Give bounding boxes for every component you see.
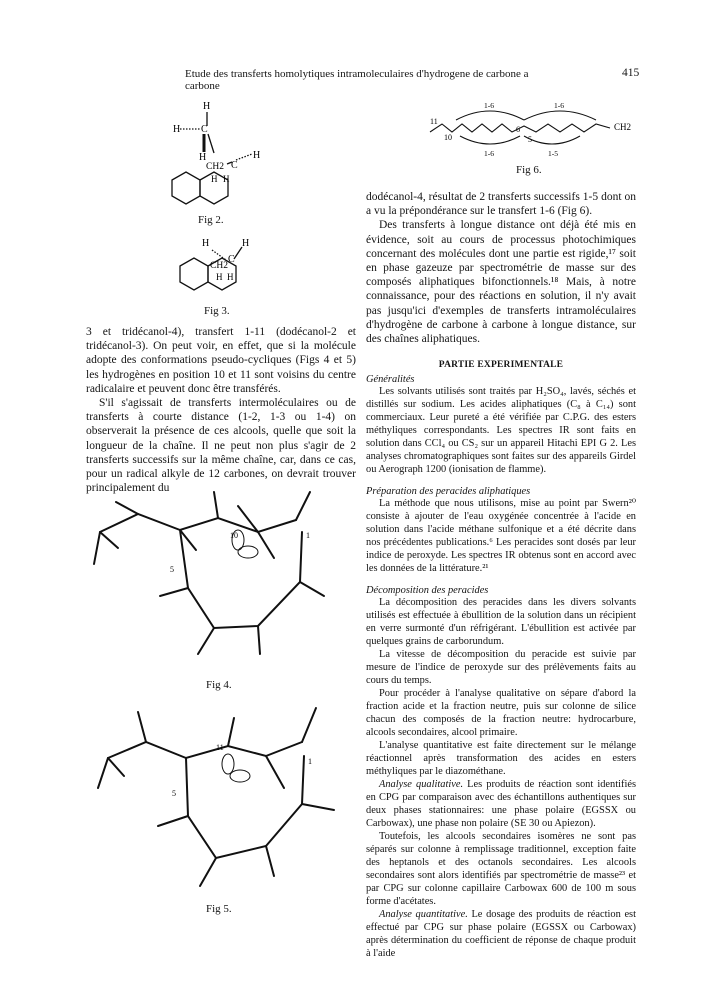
atom-label: H <box>202 238 210 249</box>
paragraph: La méthode que nous utilisons, mise au point par Swern²⁰ consiste à ajouter de l'eau oxygénée concentrée à l'acide en solution dans l'acide méthane sulfonique et a été décrite dans nos précédentes publications.⁶ Les peracides sont dosés par leur indice de peroxyde. Les spectres IR obtenus sont en accord avec les données de la littérature.²¹ <box>366 498 636 575</box>
chain-label: 1-6 <box>484 149 494 158</box>
atom-label: H <box>173 124 181 135</box>
page-number: 415 <box>622 67 640 79</box>
figure-2 <box>160 96 270 216</box>
atom-label: H <box>211 174 218 184</box>
atom-label: 1 <box>308 757 312 766</box>
right-column-intro <box>366 190 636 346</box>
paragraph-lead: Analyse quantitative. <box>379 909 468 921</box>
paragraph-text: Le dosage des produits de réaction est effectué par CPG sur phase polaire (EGSSX ou Carbowax) après détermination du coefficient de réponse de chaque produit à l'aide <box>366 909 636 960</box>
paragraph <box>366 908 636 960</box>
atom-label: H <box>223 174 230 184</box>
figure-5-caption: Fig 5. <box>206 903 232 915</box>
atom-label: CH2 <box>210 261 228 271</box>
right-column <box>366 190 636 960</box>
figure-4-caption: Fig 4. <box>206 679 232 691</box>
paragraph-lead: Analyse qualitative. <box>379 779 464 791</box>
figure-4 <box>88 478 354 678</box>
figure-3 <box>170 232 270 304</box>
paragraph: dodécanol-4, résultat de 2 transferts successifs 1-5 dont on a vu la prépondérance sur le transfert 1-6 (Fig 6). <box>366 191 636 218</box>
chain-label: 5 <box>528 135 532 144</box>
paragraph: La décomposition des peracides dans les divers solvants utilisés est effectuée à ébullition de la solution dans un récipient en verre surmonté d'un réfrigérant. L'ébullition est activée par quelques grains de carborundum. <box>366 597 636 648</box>
atom-label: H <box>216 272 223 282</box>
paragraph: 3 et tridécanol-4), transfert 1-11 (dodécanol-2 et tridécanol-3). On peut voir, en effet, que si la molécule adopte des conformations pseudo-cycliques (Figs 4 et 5) les hydrogènes en position 10 et 11 sont voisins du centre radicalaire et peuvent donc être transférés. <box>86 326 356 395</box>
atom-label: H <box>242 238 250 249</box>
atom-label: H <box>199 152 207 163</box>
chain-label: CH2 <box>614 122 632 132</box>
figure-6-caption: Fig 6. <box>516 164 542 176</box>
chain-label: 6 <box>516 125 520 134</box>
paragraph-text: Les produits de réaction sont identifiés en CPG par comparaison avec des échantillons authentiques sur deux phases stationnaires: une phase polaire (EGSSX ou Carbowax), une phase non polaire (SE 30 ou Apiezon). <box>366 779 637 830</box>
chain-label: 10 <box>444 133 452 142</box>
atom-label: C <box>231 160 238 171</box>
paragraph: Des transferts à longue distance ont déjà été mis en évidence, soit au cours de processus photochimiques concernant des molécules dont une partie est rigide,¹⁷ soit en phase gazeuze par spectrométrie de masse sur des composés aliphatiques bifonctionnels.¹⁸ Mais, à notre connaissance, pour des réactions en solution, il n'y avait pas jusqu'ici d'exemples de transferts intramoléculaires d'hydrogène de carbone à carbone à longue distance, sur des chaînes aliphatiques. <box>366 219 636 346</box>
atom-label: C <box>228 254 235 265</box>
paragraph: S'il s'agissait de transferts intermoléculaires ou de transferts à courte distance (1-2, 1-3 ou 1-4) on observerait la présence de ces alcools, quelle que soit la longueur de la chaîne. Il ne peut non plus s'agir de 2 transferts successifs sur la même chaîne, car, dans ce cas, pour un radical alkyle de 12 carbones, on devrait trouver principalement du <box>86 397 356 495</box>
atom-label: 11 <box>216 743 224 752</box>
running-title: Etude des transferts homolytiques intramoleculaires d'hydrogene de carbone a carbone <box>185 68 529 92</box>
atom-label: H <box>227 272 234 282</box>
left-column-text <box>86 325 356 495</box>
paragraph <box>366 778 636 830</box>
figure-3-caption: Fig 3. <box>204 305 230 317</box>
atom-label: CH2 <box>206 162 224 172</box>
paragraph: Pour procéder à l'analyse qualitative on sépare d'abord la fraction acide et la fraction neutre, puis sur colonne de silice chacun des composés de la fraction neutre: hydrocarbure, alcools secondaires, alcool primaire. <box>366 688 636 739</box>
subsection-title: Généralités <box>366 374 415 386</box>
paragraph: Les solvants utilisés sont traités par H₂SO₄, lavés, séchés et distillés sur sodium. Les acides aliphatiques (C₈ à C₁₄) sont commerciaux. Leur pureté a été vérifiée par C.P.G. des esters méthyliques correspondants. Les spectres IR sont faits en solution dans CCl₄ ou CS₂ sur un appareil Hitachi EPI G 2. Les analyses chromatographiques sont faites sur des appareils Girdel ou Aerograph 1200 (ionisation de flamme). <box>366 386 636 476</box>
paragraph: Toutefois, les alcools secondaires isomères ne sont pas séparés sur colonne à remplissage traditionnel, exception faite des heptanols et des octanols secondaires. Les alcools secondaires sont alors identifiés par spectrométrie de masse²³ et par CPG sur colonne capillaire Carbowax 600 de 100 m sous forme d'acétates. <box>366 831 636 908</box>
subsection-title: Décomposition des peracides <box>366 585 489 597</box>
figure-5 <box>88 698 354 898</box>
paragraph: L'analyse quantitative est faite directement sur le mélange réactionnel après transformation des acides en esters méthyliques par le diazométhane. <box>366 740 636 778</box>
subsection-title: Préparation des peracides aliphatiques <box>366 486 531 498</box>
atom-label: 10 <box>230 531 238 540</box>
atom-label: 1 <box>306 531 310 540</box>
section-title: PARTIE EXPERIMENTALE <box>438 360 564 371</box>
chain-label: 1-5 <box>548 149 558 158</box>
chain-label: 1-6 <box>484 101 494 110</box>
atom-label: 5 <box>170 565 174 574</box>
chain-label: 11 <box>430 117 438 126</box>
chain-label: 1-6 <box>554 101 564 110</box>
atom-label: H <box>253 150 261 161</box>
figure-6 <box>420 98 650 160</box>
atom-label: 5 <box>172 789 176 798</box>
figure-2-caption: Fig 2. <box>198 214 224 226</box>
atom-label: C <box>201 124 208 135</box>
atom-label: H <box>203 101 211 112</box>
paragraph: La vitesse de décomposition du peracide est suivie par mesure de l'indice de peroxyde sur des prélèvements faits au cours du temps. <box>366 649 636 687</box>
